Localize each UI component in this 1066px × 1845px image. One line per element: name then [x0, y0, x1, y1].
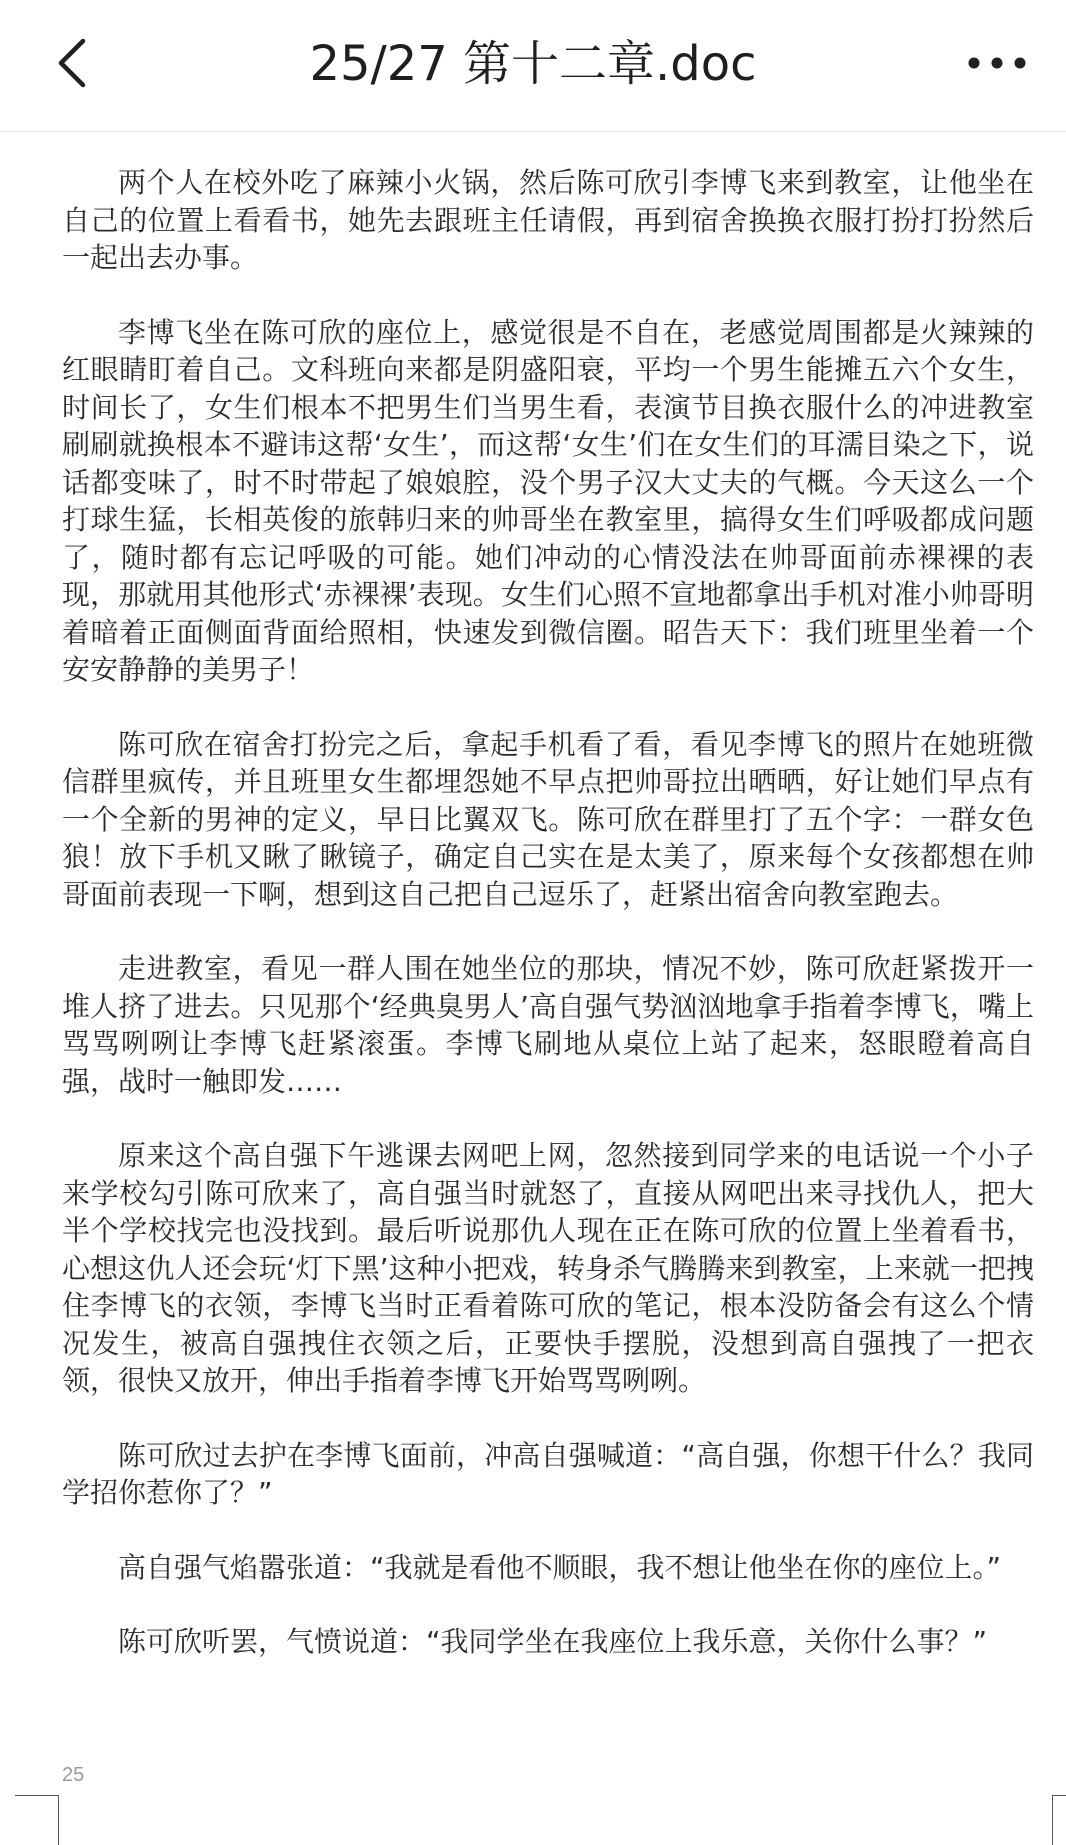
paragraph: 陈可欣在宿舍打扮完之后，拿起手机看了看，看见李博飞的照片在她班微信群里疯传，并且班里女生都埋怨她不早点把帅哥拉出晒晒，好让她们早点有一个全新的男神的定义，早日比翼双飞。陈可欣在群里打了五个字：一群女色狼！放下手机又瞅了瞅镜子，确定自己实在是太美了，原来每个女孩都想在帅哥面前表现一下啊，想到这自己把自己逗乐了，赶紧出宿舍向教室跑去。 — [62, 727, 1034, 911]
back-button[interactable] — [38, 28, 108, 98]
page-corner-mark-left — [15, 1795, 59, 1845]
chevron-left-icon — [53, 37, 93, 89]
paragraph: 走进教室，看见一群人围在她坐位的那块，情况不妙，陈可欣赶紧拨开一堆人挤了进去。只见那个‘经典臭男人’高自强气势汹汹地拿手指着李博飞，嘴上骂骂咧咧让李博飞赶紧滚蛋。李博飞刷地从桌位上站了起来，怒眼瞪着高自强，战时一触即发…… — [62, 952, 1034, 1098]
document-body — [62, 164, 1034, 1698]
paragraph: 两个人在校外吃了麻辣小火锅，然后陈可欣引李博飞来到教室，让他坐在自己的位置上看看书，她先去跟班主任请假，再到宿舍换换衣服打扮打扮然后一起出去办事。 — [62, 166, 1034, 274]
more-horizontal-icon — [967, 56, 1027, 70]
top-bar — [0, 0, 1066, 132]
document-title: 25/27 第十二章.doc — [309, 36, 757, 92]
paragraph: 陈可欣过去护在李博飞面前，冲高自强喊道：“高自强，你想干什么？我同学招你惹你了？” — [62, 1438, 1034, 1509]
page-corner-mark-right — [1052, 1795, 1066, 1845]
paragraph: 高自强气焰嚣张道：“我就是看他不顺眼，我不想让他坐在你的座位上。” — [118, 1550, 1002, 1584]
more-options-button[interactable] — [952, 28, 1042, 98]
paragraph: 李博飞坐在陈可欣的座位上，感觉很是不自在，老感觉周围都是火辣辣的红眼睛盯着自己。文科班向来都是阴盛阳衰，平均一个男生能摊五六个女生，时间长了，女生们根本不把男生们当男生看，表演节目换衣服什么的冲进教室刷刷就换根本不避讳这帮‘女生’，而这帮‘女生’们在女生们的耳濡目染之下，说话都变味了，时不时带起了娘娘腔，没个男子汉大丈夫的气概。今天这么一个打球生猛，长相英俊的旅韩归来的帅哥坐在教室里，搞得女生们呼吸都成问题了，随时都有忘记呼吸的可能。她们冲动的心情没法在帅哥面前赤裸裸的表现，那就用其他形式‘赤裸裸’表现。女生们心照不宣地都拿出手机对准小帅哥明着暗着正面侧面背面给照相，快速发到微信圈。昭告天下：我们班里坐着一个安安静静的美男子！ — [62, 315, 1034, 686]
page-number: 25 — [62, 1764, 85, 1786]
paragraph: 陈可欣听罢，气愤说道：“我同学坐在我座位上我乐意，关你什么事？” — [118, 1625, 988, 1658]
paragraph: 原来这个高自强下午逃课去网吧上网，忽然接到同学来的电话说一个小子来学校勾引陈可欣来了，高自强当时就怒了，直接从网吧出来寻找仇人，把大半个学校找完也没找到。最后听说那仇人现在正在陈可欣的位置上坐着看书，心想这仇人还会玩‘灯下黑’这种小把戏，转身杀气腾腾来到教室，上来就一把拽住李博飞的衣领，李博飞当时正看着陈可欣的笔记，根本没防备会有这么个情况发生，被高自强拽住衣领之后，正要快手摆脱，没想到高自强拽了一把衣领，很快又放开，伸出手指着李博飞开始骂骂咧咧。 — [62, 1139, 1034, 1397]
